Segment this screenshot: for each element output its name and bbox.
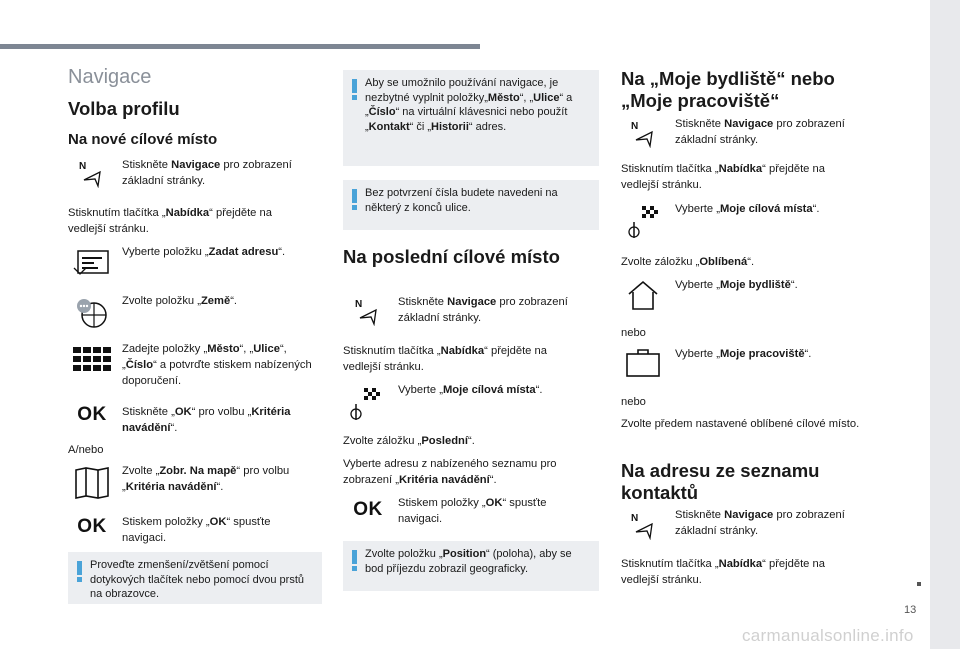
page-number: 13 [904,604,917,616]
step-kriteria: Stiskněte „OK“ pro volbu „Kritéria navádění“. [122,406,291,434]
para-posledni: Zvolte záložku „Poslední“. [343,435,475,447]
info-icon [352,550,357,564]
note-bez-potvrzeni: Bez potvrzení čísla budete navedeni na některý z konců ulice. [343,180,599,230]
page-edge-strip [930,0,960,649]
watermark: carmanualsonline.info [742,626,914,645]
step-navigace-2: Stiskněte Navigace pro zobrazení základní stránky. [398,296,568,324]
note-position: Zvolte položku „Position“ (poloha), aby se bod příjezdu zobrazil geograficky. [343,541,599,591]
step-moje-cilova-mista: Vyberte „Moje cílová místa“. [398,384,543,396]
anebo-label: A/nebo [68,444,104,456]
top-accent-bar [0,44,480,49]
checkered-flag-pin-icon [348,386,384,422]
step-moje-pracoviste: Vyberte „Moje pracoviště“. [675,348,812,360]
info-icon [352,79,357,93]
para-nabidka-3: Stisknutím tlačítka „Nabídka“ přejděte na vedlejší stránku. [621,163,825,191]
step-zeme: Zvolte položku „Země“. [122,295,238,307]
nebo-label-2: nebo [621,396,646,408]
step-navigace-4: Stiskněte Navigace pro zobrazení základní stránky. [675,509,845,537]
checkered-flag-pin-icon [626,204,662,240]
step-navigace-3: Stiskněte Navigace pro zobrazení základní stránky. [675,118,845,146]
para-predem-nastavene: Zvolte předem nastavené oblíbené cílové místo. [621,418,860,430]
heading-seznam-kontaktu: Na adresu ze seznamu kontaktů [621,460,820,503]
svg-text:N: N [79,161,87,172]
step-zadat-adresu: Vyberte položku „Zadat adresu“. [122,246,286,258]
heading-volba-profilu: Volba profilu [68,98,180,119]
para-vyberte-adresu: Vyberte adresu z nabízeného seznamu pro zobrazení „Kritéria navádění“. [343,458,557,486]
map-book-icon [74,466,110,500]
briefcase-icon [625,348,661,378]
step-navigace: Stiskněte Navigace pro zobrazení základní stránky. [122,159,292,187]
note-vyplnit-polozky: Aby se umožnilo používání navigace, je nezbytné vyplnit položky„Město“, „Ulice“ a „Číslo“ na virtuální klávesnici nebo použít „Kontakt“ či „Historii“ adres. [343,70,599,166]
heading-bydliste-pracoviste: Na „Moje bydliště“ nebo „Moje pracoviště“ [621,68,835,111]
step-spustte-navigaci: Stiskem položky „OK“ spusťte navigaci. [122,516,271,544]
step-mesto-ulice-cislo: Zadejte položky „Město“, „Ulice“, „Číslo“ a potvrďte stiskem nabízených doporučení. [122,343,312,387]
section-title: Navigace [68,66,152,88]
info-icon [77,561,82,575]
ok-icon: OK [77,516,107,537]
step-moje-cilova-mista-3: Vyberte „Moje cílová místa“. [675,203,820,215]
svg-text:N: N [355,299,363,310]
navigation-arrow-icon [628,118,658,148]
step-zobr-na-mape: Zvolte „Zobr. Na mapě“ pro volbu „Kritéria navádění“. [122,465,290,493]
continuation-dot [917,582,921,586]
svg-text:N: N [631,513,639,524]
svg-text:N: N [631,121,639,132]
address-card-icon [72,248,112,278]
para-nabidka-4: Stisknutím tlačítka „Nabídka“ přejděte na vedlejší stránku. [621,558,825,586]
para-nabidka-2: Stisknutím tlačítka „Nabídka“ přejděte na vedlejší stránku. [343,345,547,373]
nebo-label-1: nebo [621,327,646,339]
para-oblibena: Zvolte záložku „Oblíbená“. [621,256,755,268]
step-moje-bydliste: Vyberte „Moje bydliště“. [675,279,798,291]
ok-icon: OK [77,404,107,425]
subheading-nove-misto: Na nové cílové místo [68,131,218,148]
navigation-arrow-icon [352,296,382,326]
note-zoom: Proveďte zmenšení/zvětšení pomocí dotykových tlačítek nebo pomocí dvou prstů na obrazovce. [68,552,322,604]
navigation-arrow-icon [76,158,106,188]
ok-icon: OK [353,499,383,520]
heading-posledni-misto: Na poslední cílové místo [343,246,560,267]
info-icon [352,189,357,203]
globe-pin-icon [72,296,112,330]
navigation-arrow-icon [628,510,658,540]
keypad-grid-icon [73,345,111,375]
step-spustte-navigaci-2: Stiskem položky „OK“ spusťte navigaci. [398,497,547,525]
home-icon [626,280,660,312]
para-nabidka: Stisknutím tlačítka „Nabídka“ přejděte na vedlejší stránku. [68,207,272,235]
